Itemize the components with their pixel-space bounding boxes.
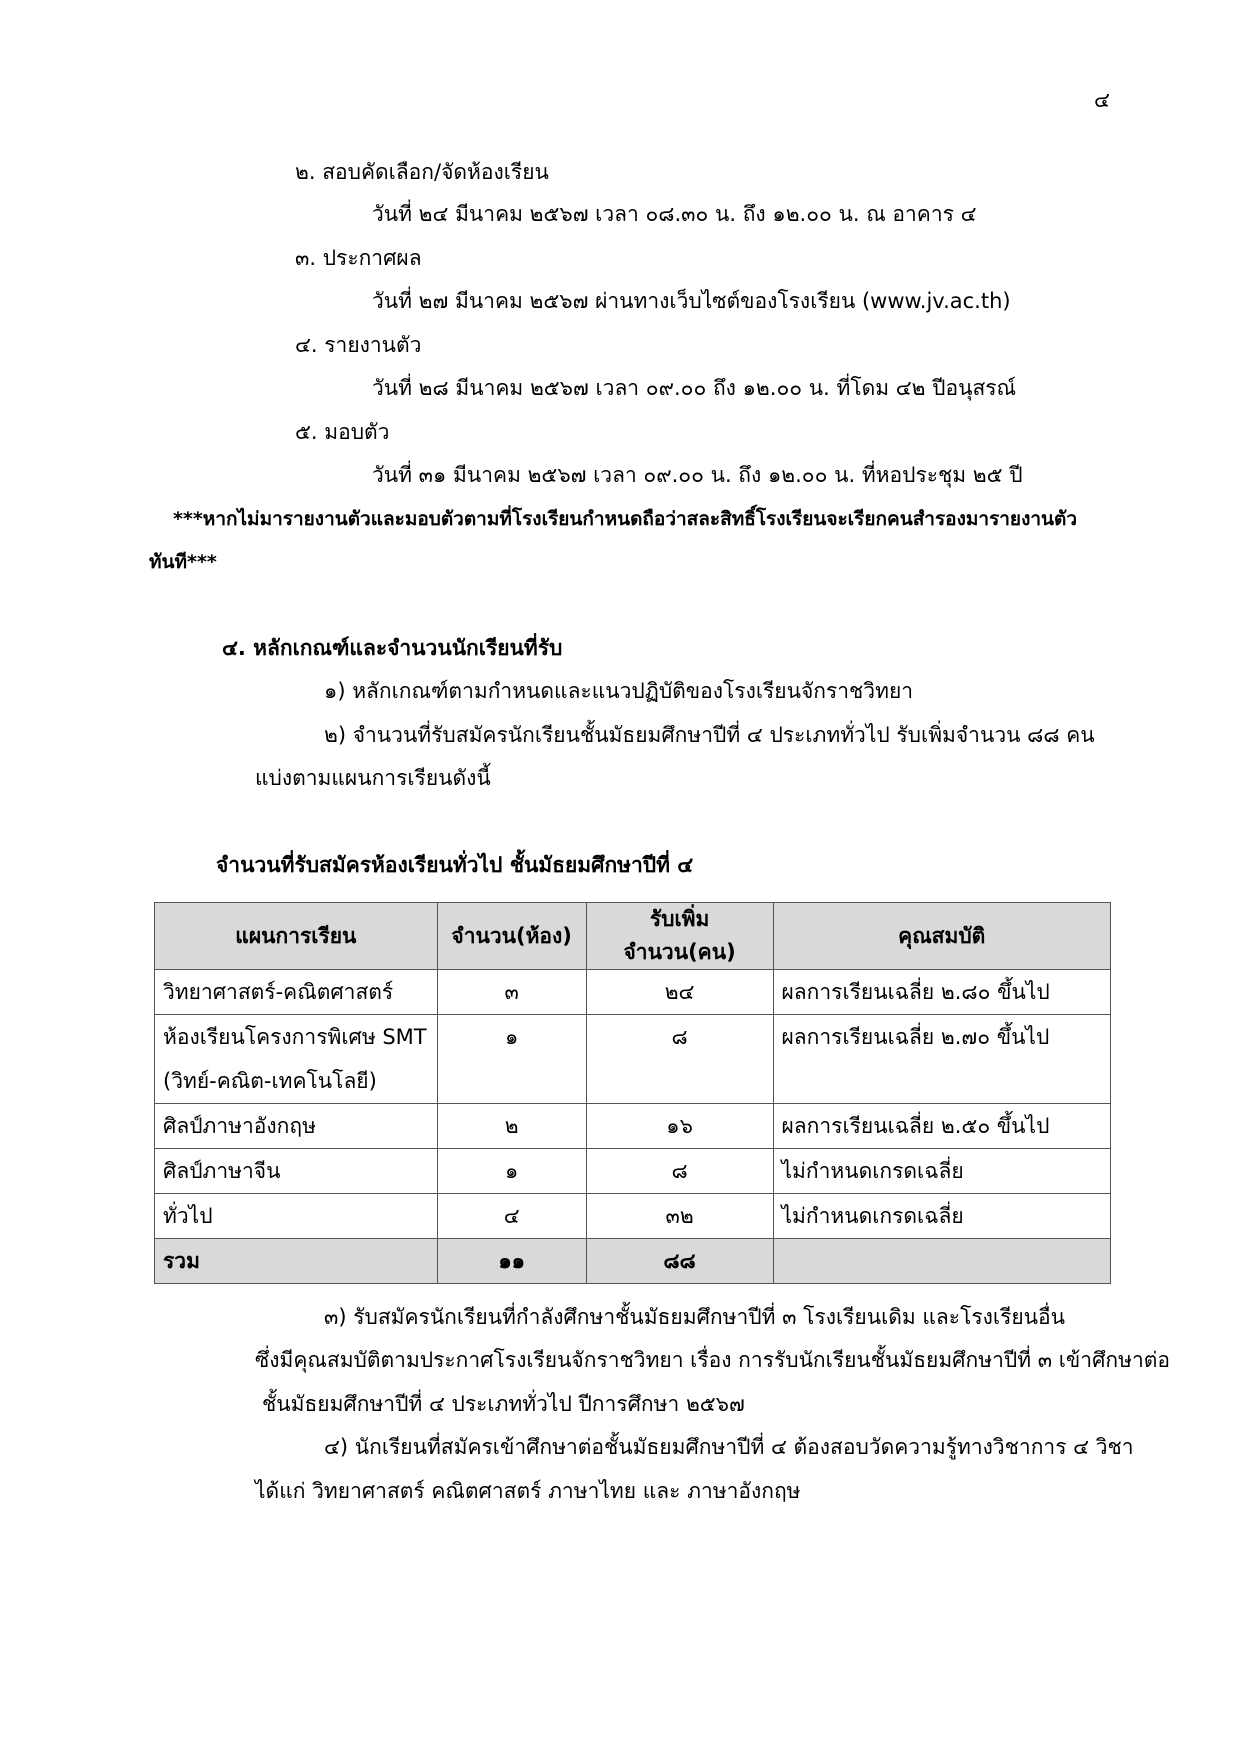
warning-line-2: ทันที*** — [149, 551, 217, 573]
table-row — [155, 1015, 1111, 1104]
page-number: ๔ — [1094, 88, 1110, 112]
cell-rooms: ๑ — [437, 1015, 586, 1104]
cell-plan-line-2: (วิทย์-คณิต-เทคโนโลยี) — [163, 1069, 377, 1093]
header-plan: แผนการเรียน — [155, 903, 438, 970]
cell-plan: ศิลป์ภาษาอังกฤษ — [155, 1104, 438, 1149]
header-students: รับเพิ่มจำนวน(คน) — [586, 903, 773, 970]
section-4-heading: ๔. หลักเกณฑ์และจำนวนนักเรียนที่รับ — [222, 636, 563, 660]
cell-rooms: ๓ — [437, 970, 586, 1015]
cell-plan: ศิลป์ภาษาจีน — [155, 1149, 438, 1194]
item-4-line-1: ๔) นักเรียนที่สมัครเข้าศึกษาต่อชั้นมัธยมศึกษาปีที่ ๔ ต้องสอบวัดความรู้ทางวิชาการ ๔ วิชา — [324, 1435, 1134, 1459]
header-qualification: คุณสมบัติ — [773, 903, 1111, 970]
table-row — [155, 970, 1111, 1015]
item-3-line-1: ๓) รับสมัครนักเรียนที่กำลังศึกษาชั้นมัธยมศึกษาปีที่ ๓ โรงเรียนเดิม และโรงเรียนอื่น — [324, 1305, 1065, 1329]
section-4-item-2: ๒) จำนวนที่รับสมัครนักเรียนชั้นมัธยมศึกษาปีที่ ๔ ประเภททั่วไป รับเพิ่มจำนวน ๘๘ คน — [324, 723, 1095, 747]
cell-students: ๘ — [586, 1149, 773, 1194]
table-row — [155, 1149, 1111, 1194]
warning-line-1: ***หากไม่มารายงานตัวและมอบตัวตามที่โรงเรียนกำหนดถือว่าสละสิทธิ์โรงเรียนจะเรียกคนสำรองมารายงานตัว — [173, 508, 1078, 530]
admission-table — [154, 902, 1111, 1284]
cell-plan — [155, 1015, 438, 1104]
table-total-row — [155, 1239, 1111, 1284]
schedule-detail-5: วันที่ ๓๑ มีนาคม ๒๕๖๗ เวลา ๐๙.๐๐ น. ถึง ๑๒.๐๐ น. ที่หอประชุม ๒๕ ปี — [372, 463, 1023, 487]
cell-rooms: ๔ — [437, 1194, 586, 1239]
schedule-title-2: ๒. สอบคัดเลือก/จัดห้องเรียน — [295, 160, 549, 184]
item-3-line-2: ซึ่งมีคุณสมบัติตามประกาศโรงเรียนจักราชวิทยา เรื่อง การรับนักเรียนชั้นมัธยมศึกษาปีที่ ๓ เข้าศึกษาต่อ — [255, 1348, 1170, 1372]
item-3-line-3: ชั้นมัธยมศึกษาปีที่ ๔ ประเภททั่วไป ปีการศึกษา ๒๕๖๗ — [262, 1392, 745, 1416]
header-rooms: จำนวน(ห้อง) — [437, 903, 586, 970]
schedule-detail-3: วันที่ ๒๗ มีนาคม ๒๕๖๗ ผ่านทางเว็บไซต์ของโรงเรียน (www.jv.ac.th) — [372, 289, 1011, 313]
cell-qualification: ผลการเรียนเฉลี่ย ๒.๕๐ ขึ้นไป — [773, 1104, 1111, 1149]
table-row — [155, 1194, 1111, 1239]
table-header-row — [155, 903, 1111, 970]
table-caption: จำนวนที่รับสมัครห้องเรียนทั่วไป ชั้นมัธยมศึกษาปีที่ ๔ — [216, 853, 694, 877]
section-4-item-1: ๑) หลักเกณฑ์ตามกำหนดและแนวปฏิบัติของโรงเรียนจักราชวิทยา — [324, 679, 914, 703]
cell-plan-line-1: ห้องเรียนโครงการพิเศษ SMT — [163, 1025, 427, 1049]
schedule-title-3: ๓. ประกาศผล — [295, 246, 422, 270]
cell-qualification: ผลการเรียนเฉลี่ย ๒.๗๐ ขึ้นไป — [773, 1015, 1111, 1104]
cell-plan: ทั่วไป — [155, 1194, 438, 1239]
total-rooms: ๑๑ — [437, 1239, 586, 1284]
cell-qualification: ผลการเรียนเฉลี่ย ๒.๘๐ ขึ้นไป — [773, 970, 1111, 1015]
section-4-item-2-cont: แบ่งตามแผนการเรียนดังนี้ — [255, 766, 491, 790]
cell-plan: วิทยาศาสตร์-คณิตศาสตร์ — [155, 970, 438, 1015]
schedule-detail-2: วันที่ ๒๔ มีนาคม ๒๕๖๗ เวลา ๐๘.๓๐ น. ถึง ๑๒.๐๐ น. ณ อาคาร ๔ — [372, 202, 977, 226]
total-qualification — [773, 1239, 1111, 1284]
schedule-title-4: ๔. รายงานตัว — [295, 333, 422, 357]
schedule-title-5: ๕. มอบตัว — [295, 420, 390, 444]
cell-students: ๘ — [586, 1015, 773, 1104]
table-row — [155, 1104, 1111, 1149]
item-4-line-2: ได้แก่ วิทยาศาสตร์ คณิตศาสตร์ ภาษาไทย และ ภาษาอังกฤษ — [255, 1479, 801, 1503]
total-students: ๘๘ — [586, 1239, 773, 1284]
schedule-detail-4: วันที่ ๒๘ มีนาคม ๒๕๖๗ เวลา ๐๙.๐๐ ถึง ๑๒.๐๐ น. ที่โดม ๔๒ ปีอนุสรณ์ — [372, 376, 1017, 400]
cell-rooms: ๑ — [437, 1149, 586, 1194]
cell-qualification: ไม่กำหนดเกรดเฉลี่ย — [773, 1194, 1111, 1239]
cell-qualification: ไม่กำหนดเกรดเฉลี่ย — [773, 1149, 1111, 1194]
cell-students: ๑๖ — [586, 1104, 773, 1149]
total-label: รวม — [155, 1239, 438, 1284]
cell-students: ๓๒ — [586, 1194, 773, 1239]
cell-students: ๒๔ — [586, 970, 773, 1015]
cell-rooms: ๒ — [437, 1104, 586, 1149]
